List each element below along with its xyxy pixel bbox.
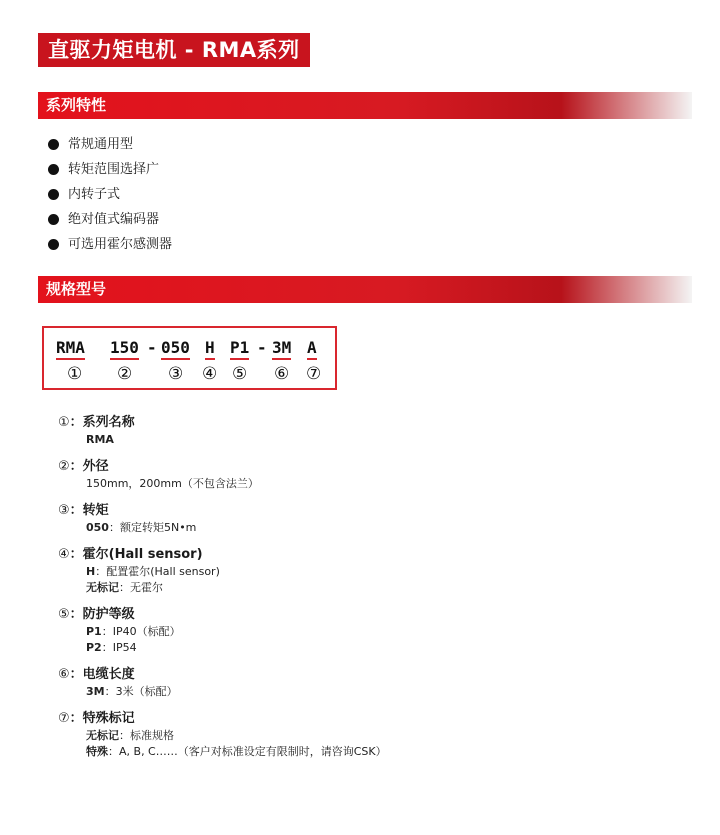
bullet-icon: [48, 189, 59, 200]
page-title: 直驱力矩电机 - RMA系列: [38, 33, 310, 67]
code-separator: -: [147, 338, 157, 357]
code-number: ③: [168, 364, 184, 384]
item-detail: 无标记：标准规格: [86, 729, 174, 742]
code-number: ⑦: [306, 364, 322, 384]
item-detail: P1：IP40（标配）: [86, 625, 181, 638]
item-title: ④：霍尔(Hall sensor): [58, 547, 203, 562]
list-item: [58, 414, 387, 448]
item-detail: 特殊：A, B, C……（客户对标准设定有限制时，请咨询CSK）: [86, 745, 387, 758]
list-item: [58, 546, 387, 596]
item-title: ①：系列名称: [58, 415, 135, 430]
list-item: [48, 207, 172, 232]
item-detail: 050：额定转矩5N•m: [86, 521, 197, 534]
code-number: ①: [67, 364, 83, 384]
list-item: [58, 502, 387, 536]
model-code-box: [42, 326, 337, 390]
bullet-icon: [48, 214, 59, 225]
item-title: ③：转矩: [58, 503, 109, 518]
item-detail: 无标记：无霍尔: [86, 581, 163, 594]
list-item: [58, 606, 387, 656]
code-number: ⑥: [274, 364, 290, 384]
code-number: ②: [117, 364, 133, 384]
list-item: [48, 132, 172, 157]
feature-text: 绝对值式编码器: [68, 212, 160, 227]
section-header-features: 系列特性: [38, 92, 692, 119]
item-title: ②：外径: [58, 459, 109, 474]
code-part-special: A: [307, 338, 317, 360]
list-item: [58, 458, 387, 492]
item-detail: P2：IP54: [86, 641, 137, 654]
feature-text: 转矩范围选择广: [68, 162, 160, 177]
list-item: [48, 157, 172, 182]
item-title: ⑥：电缆长度: [58, 667, 135, 682]
list-item: [48, 232, 172, 257]
code-part-series: RMA: [56, 338, 85, 360]
item-detail: RMA: [86, 433, 114, 446]
bullet-icon: [48, 239, 59, 250]
item-detail: H：配置霍尔(Hall sensor): [86, 565, 220, 578]
code-separator: -: [257, 338, 267, 357]
feature-text: 常规通用型: [68, 137, 134, 152]
item-detail: 150mm，200mm（不包含法兰）: [86, 477, 259, 490]
code-explanation-list: [58, 414, 387, 770]
code-part-cable: 3M: [272, 338, 291, 360]
bullet-icon: [48, 139, 59, 150]
feature-list: [48, 132, 172, 257]
bullet-icon: [48, 164, 59, 175]
list-item: [58, 666, 387, 700]
code-part-protection: P1: [230, 338, 249, 360]
item-title: ⑤：防护等级: [58, 607, 135, 622]
code-part-hall: H: [205, 338, 215, 360]
code-number: ⑤: [232, 364, 248, 384]
code-part-diameter: 150: [110, 338, 139, 360]
item-title: ⑦：特殊标记: [58, 711, 135, 726]
feature-text: 可选用霍尔感测器: [68, 237, 173, 252]
code-part-torque: 050: [161, 338, 190, 360]
section-header-model: 规格型号: [38, 276, 692, 303]
list-item: [58, 710, 387, 760]
feature-text: 内转子式: [68, 187, 121, 202]
code-number: ④: [202, 364, 218, 384]
list-item: [48, 182, 172, 207]
item-detail: 3M：3米（标配）: [86, 685, 178, 698]
